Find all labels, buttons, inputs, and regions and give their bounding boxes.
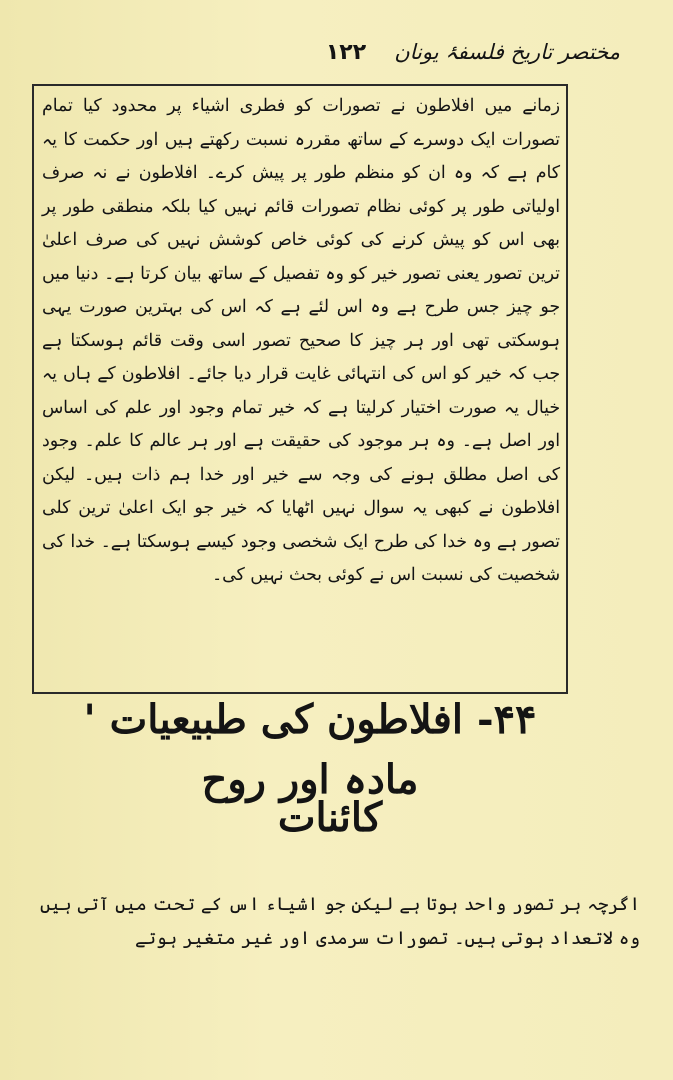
page-header xyxy=(60,36,620,76)
bottom-paragraph: اگرچہ ہر تصور واحد ہوتا ہے لیکن جو اشیاء اس کے تحت میں آتی ہیں وہ لاتعداد ہوتی ہیں۔ تصورات سرمدی اور غیر متغیر ہوتے xyxy=(40,894,640,949)
section-subheading: کائنات xyxy=(277,794,383,841)
section-heading: ۴۴- افلاطون کی طبیعیات ' مادہ اور روح xyxy=(83,696,537,803)
page-number: ۱۲۲ xyxy=(325,40,367,65)
running-title: مختصر تاریخ فلسفۂ یونان xyxy=(394,40,620,64)
body-paragraph: زمانے میں افلاطون نے تصورات کو فطری اشیاء پر محدود کیا تمام تصورات ایک دوسرے کے ساتھ مقررہ نسبت رکھتے ہیں اور حکمت کا یہ کام ہے کہ وہ ان کو منظم طور پر پیش کرے۔ افلاطون نے نہ صرف اولیاتی طور پر کوئی نظام تصورات قائم نہیں کیا بلکہ منطقی طور پر بھی اس کو پیش کرنے کی کوئی خاص کوشش نہیں کی صرف اعلیٰ ترین تصور یعنی تصور خیر کو وہ تفصیل کے ساتھ بیان کرتا ہے۔ دنیا میں جو چیز جس طرح ہے وہ اس لئے ہے کہ اس کی بہترین صورت یہی ہوسکتی تھی اور ہر چیز کا صحیح تصور اسی وقت قائم ہوسکتا ہے جب کہ خیر کو اس کی انتہائی غایت قرار دیا جائے۔ افلاطون کے ہاں یہ خیال یہ صورت اختیار کرلیتا ہے کہ خیر تمام وجود اور علم کی اساس اور اصل ہے۔ وہ ہر موجود کی حقیقت ہے اور ہر عالم کا علم۔ وجود کی اصل مطلق ہونے کی وجہ سے خیر اور خدا ہم ذات ہیں۔ لیکن افلاطون نے کبھی یہ سوال نہیں اٹھایا کہ خیر جو ایک اعلیٰ ترین کلی تصور ہے وہ خدا کی طرح ایک شخصی وجود کیسے ہوسکتا ہے۔ خدا کی شخصیت کی نسبت اس نے کوئی بحث نہیں کی۔ xyxy=(42,96,560,585)
